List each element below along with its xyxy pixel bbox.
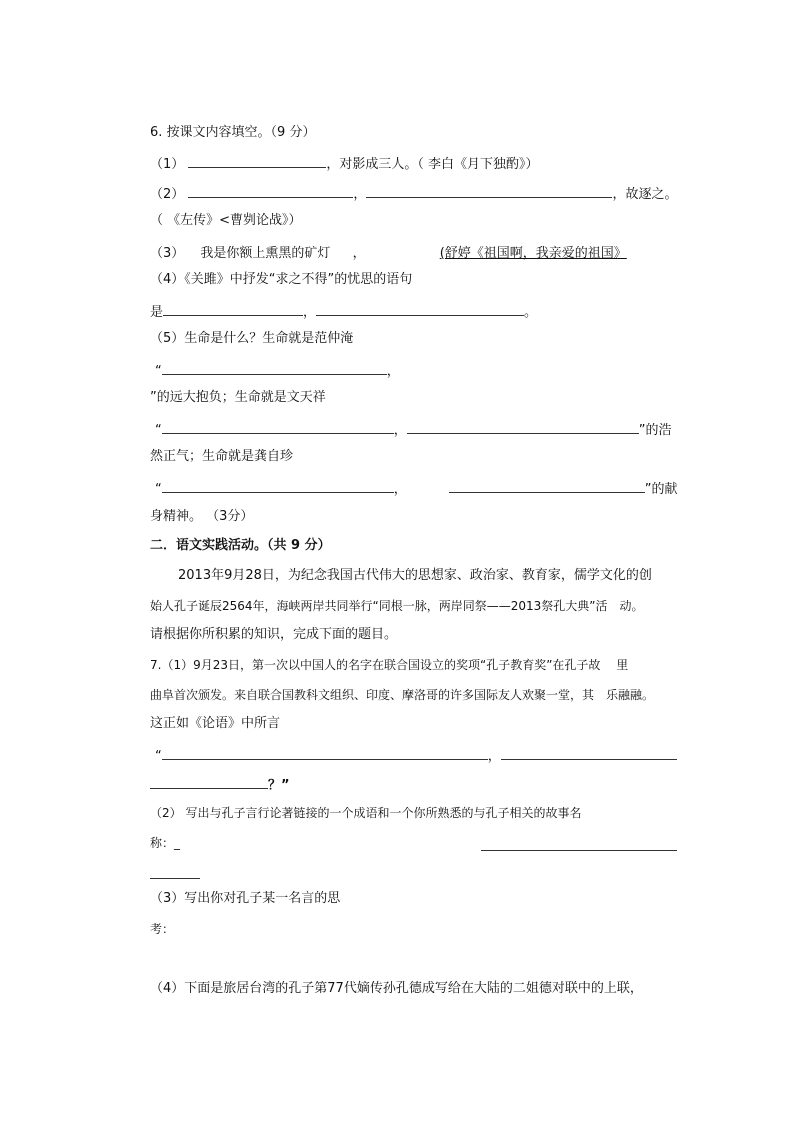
- q7-item1-comma: ，: [487, 749, 501, 764]
- q7-item2: （2） 写出与孔子言行论著链接的一个成语和一个你所熟悉的与孔子相关的故事名: [150, 806, 582, 820]
- q6-item5-blank-2[interactable]: [162, 419, 394, 434]
- q6-item5-blank-5[interactable]: [449, 478, 645, 493]
- q6-item5-comma: ，: [386, 364, 400, 379]
- q7-item2-label: 称：_: [150, 836, 181, 850]
- q7-item1-line1: 7.（1）9月23日，第一次以中国人的名字在联合国设立的奖项“孔子教育奖”在孔子故 里: [150, 658, 629, 672]
- q6-item5-open-quote: “: [155, 364, 162, 379]
- q6-item5-open-quote-3: “: [155, 482, 162, 497]
- q6-item4: （4）《关雎》中抒发“求之不得”的忧思的语句: [150, 272, 413, 287]
- q7-item2-blank-2[interactable]: [150, 864, 200, 879]
- section2-paragraph-line2: 始人孔子诞辰2564年，海峡两岸共同举行“同根一脉，两岸同祭——2013祭孔大典”活 动。: [150, 599, 644, 613]
- q7-item1-blank-1[interactable]: [162, 745, 488, 760]
- q6-item5-line2: [155, 360, 400, 381]
- q6-item5-comma-2: ，: [393, 423, 407, 438]
- q7-item1-line3: 这正如《论语》中所言: [150, 716, 281, 731]
- q6-item5-line7: 身精神。 （3分）: [150, 509, 254, 524]
- q6-item5-tail-2: ”的浩: [638, 423, 672, 438]
- q7-item4: （4）下面是旅居台湾的孔子第77代嫡传孙孔德成写给在大陆的二姐德对联中的上联，: [150, 981, 643, 996]
- q6-item5-blank-4[interactable]: [162, 478, 394, 493]
- q6-item2-source: （ 《左传》<曹刿论战》）: [150, 213, 302, 228]
- q6-item3-comma: ，: [352, 246, 366, 261]
- q6-item1-blank[interactable]: [188, 153, 326, 168]
- q6-item5-line3: ”的远大抱负；生命就是文天祥: [150, 390, 326, 405]
- section2-paragraph-line3: 请根据你所积累的知识，完成下面的题目。: [150, 627, 398, 642]
- q6-item4-blank-1[interactable]: [163, 301, 303, 316]
- q7-item1-blank-2[interactable]: [501, 745, 677, 760]
- q7-item3: （3）写出你对孔子某一名言的思: [150, 891, 341, 906]
- q6-title: 6. 按课文内容填空。（9 分）: [150, 125, 316, 140]
- q6-item5-comma-3: ，: [393, 482, 407, 497]
- q6-item4-blank-2[interactable]: [316, 301, 524, 316]
- q6-item2-comma: ，: [353, 187, 367, 202]
- section2-heading: 二．语文实践活动。（共 9 分）: [150, 538, 331, 553]
- q6-item4-comma: ，: [303, 305, 317, 320]
- q6-item5-tail-3: ”的献: [644, 482, 678, 497]
- q7-item1-line2: 曲阜首次颁发。来自联合国教科文组织、印度、摩洛哥的许多国际友人欢聚一堂，其 乐融融。: [150, 688, 655, 702]
- q6-item2: [150, 183, 677, 204]
- q7-item1-tail: ？”: [268, 778, 290, 793]
- q6-item1-number: （1）: [150, 157, 185, 172]
- q6-item2-blank-1[interactable]: [188, 183, 353, 198]
- q6-item4-period: 。: [524, 305, 538, 320]
- q6-item5-line4: [155, 419, 672, 440]
- q6-item2-tail: ，故逐之。: [612, 187, 678, 202]
- q7-item2-blank-1[interactable]: [481, 836, 677, 851]
- q6-item3-blank[interactable]: [370, 242, 440, 257]
- q6-item3-number: （3）: [150, 246, 185, 261]
- q6-item1: [150, 153, 539, 174]
- q6-item3-source: (舒婷《祖国啊，我亲爱的祖国》: [439, 246, 627, 261]
- q6-item2-number: （2）: [150, 187, 185, 202]
- q7-item1-line5: [150, 774, 290, 795]
- q6-item4-answer: [150, 301, 537, 322]
- q6-item1-text: ，对影成三人。（ 李白《月下独酌》）: [326, 157, 539, 172]
- q6-item5: （5）生命是什么？生命就是范仲淹: [150, 331, 354, 346]
- q6-item2-blank-2[interactable]: [366, 183, 612, 198]
- q6-item5-open-quote-2: “: [155, 423, 162, 438]
- q6-item5-line5: 然正气；生命就是龚自珍: [150, 449, 294, 464]
- section2-paragraph-line1: 2013年9月28日，为纪念我国古代伟大的思想家、政治家、教育家，儒学文化的创: [178, 568, 652, 583]
- q6-item5-line6: [155, 478, 678, 499]
- q7-item1-line4: [155, 745, 677, 766]
- q7-item3-label: 考：: [150, 922, 175, 936]
- q7-item1-open-quote: “: [155, 749, 162, 764]
- q7-item1-blank-3[interactable]: [150, 774, 268, 789]
- q6-item3: [150, 242, 627, 263]
- q6-item5-blank-3[interactable]: [407, 419, 639, 434]
- q6-item4-lead: 是: [150, 305, 164, 320]
- q6-item3-text: 我是你额上熏黑的矿灯: [200, 246, 331, 261]
- q6-item5-blank-1[interactable]: [162, 360, 387, 375]
